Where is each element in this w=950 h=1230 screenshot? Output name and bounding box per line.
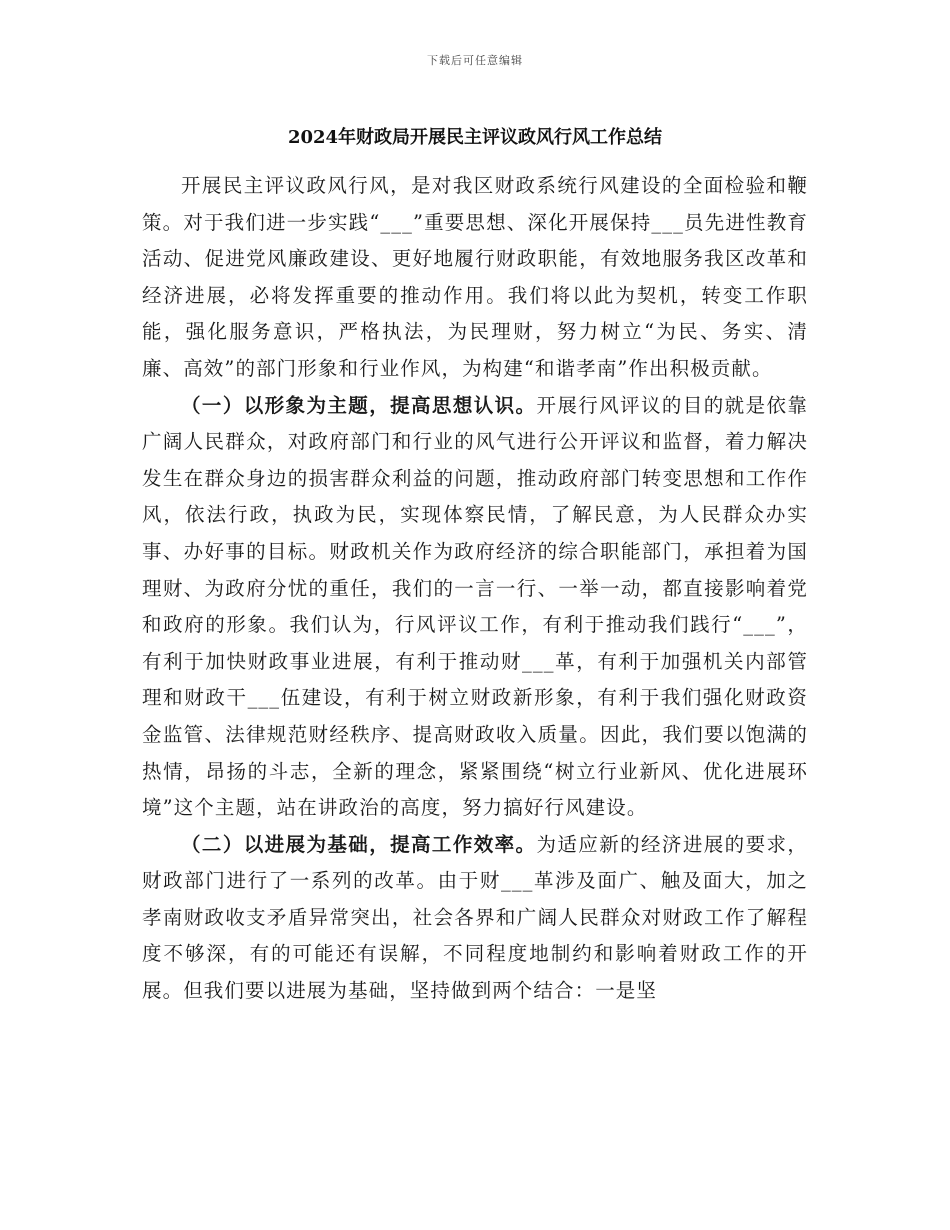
paragraph-text: 开展民主评议政风行风，是对我区财政系统行风建设的全面检验和鞭策。对于我们进一步实践“___”重要思想、深化开展保持___员先进性教育活动、促进党风廉政建设、更好地履行财政职能，有效地服务我区改革和经济进展，必将发挥重要的推动作用。我们将以此为契机，转变工作职能，强化服务意识，严格执法，为民理财，努力树立“为民、务实、清廉、高效”的部门形象和行业作风，为构建“和谐孝南”作出积极贡献。: [142, 174, 808, 380]
paragraph-lead: （一）以形象为主题，提高思想认识。: [181, 393, 537, 417]
document-body: [142, 168, 808, 1010]
paragraph-intro: [142, 168, 808, 388]
paragraph-lead: （二）以进展为基础，提高工作效率。: [181, 832, 537, 856]
header-note: 下载后可任意编辑: [427, 54, 523, 67]
document-title: 2024年财政局开展民主评议政风行风工作总结: [287, 127, 663, 148]
paragraph-text: 开展行风评议的目的就是依靠广阔人民群众，对政府部门和行业的风气进行公开评议和监督，着力解决发生在群众身边的损害群众利益的问题，推动政府部门转变思想和工作作风，依法行政，执政为民，实现体察民情，了解民意，为人民群众办实事、办好事的目标。财政机关作为政府经济的综合职能部门，承担着为国理财、为政府分忧的重任，我们的一言一行、一举一动，都直接影响着党和政府的形象。我们认为，行风评议工作，有利于推动我们践行“___”，有利于加快财政事业进展，有利于推动财___革，有利于加强机关内部管理和财政干___伍建设，有利于树立财政新形象，有利于我们强化财政资金监管、法律规范财经秩序、提高财政收入质量。因此，我们要以饱满的热情，昂扬的斗志，全新的理念，紧紧围绕“树立行业新风、优化进展环境”这个主题，站在讲政治的高度，努力搞好行风建设。: [142, 393, 808, 820]
paragraph-section-2: [142, 827, 808, 1010]
paragraph-text: 为适应新的经济进展的要求，财政部门进行了一系列的改革。由于财___革涉及面广、触及面大，加之孝南财政收支矛盾异常突出，社会各界和广阔人民群众对财政工作了解程度不够深，有的可能还有误解，不同程度地制约和影响着财政工作的开展。但我们要以进展为基础，坚持做到两个结合：一是坚: [142, 832, 808, 1003]
paragraph-section-1: [142, 388, 808, 827]
